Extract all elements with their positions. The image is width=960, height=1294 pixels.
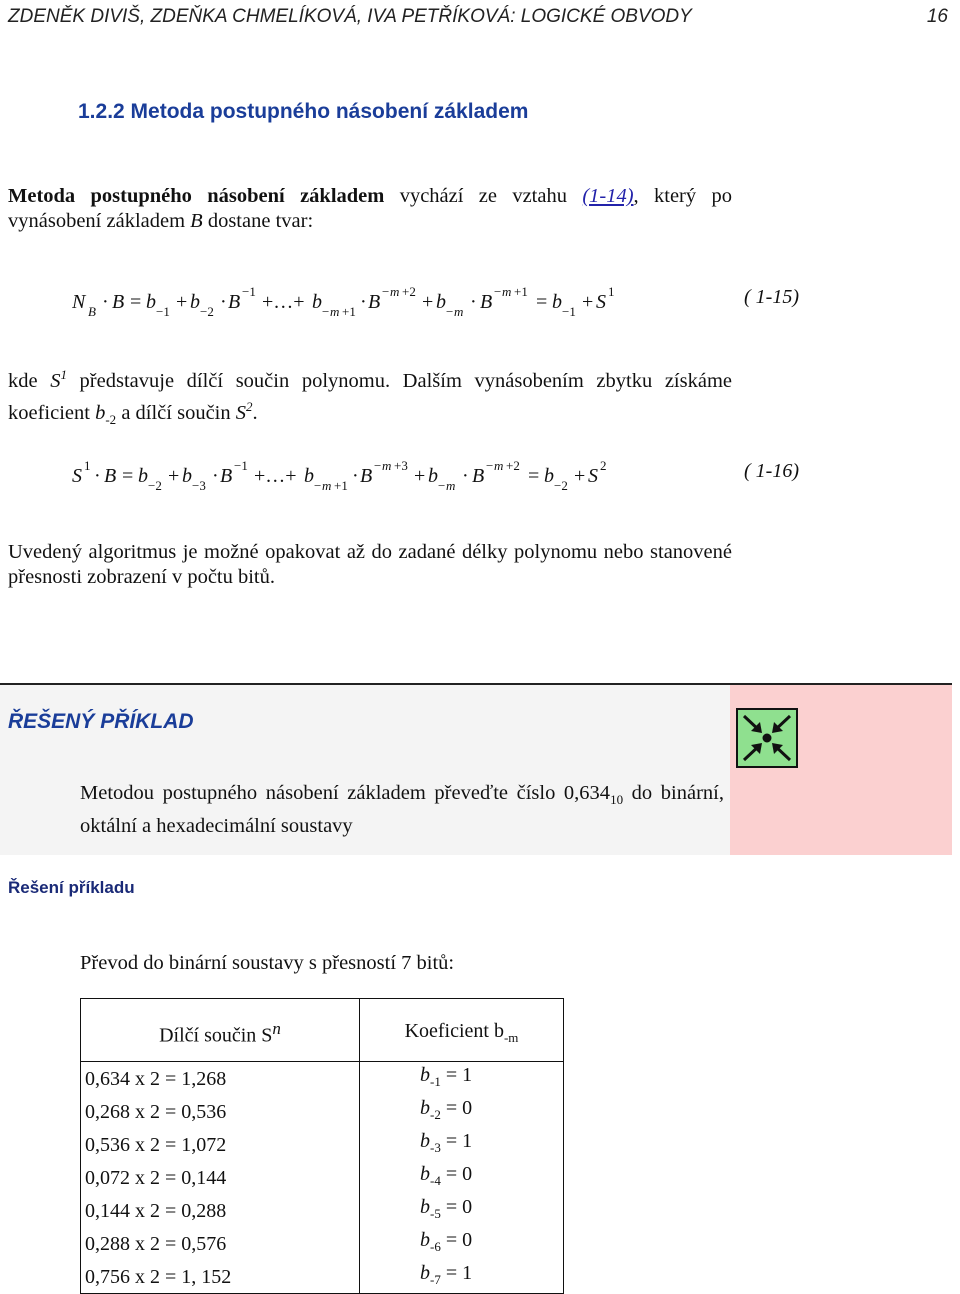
example-text-part: Metodou postupného násobení základem převeďte číslo 0,634 [80, 782, 611, 804]
svg-text:−: − [314, 478, 322, 493]
partial-product-cell [81, 1194, 360, 1227]
svg-text:2: 2 [600, 460, 607, 473]
mid-text: a dílčí součin [116, 401, 236, 424]
coef-value: = 0 [440, 1163, 473, 1185]
mid-text: . [252, 401, 258, 424]
table-header-coefficient [360, 999, 564, 1062]
svg-text:b: b [436, 291, 446, 313]
svg-text:m: m [454, 304, 464, 319]
equation-1-15-graphic [72, 286, 632, 326]
svg-text:+…+: +…+ [254, 465, 297, 487]
svg-text:m: m [446, 478, 456, 493]
coef-var: b [420, 1262, 430, 1284]
svg-text:b: b [138, 465, 148, 487]
svg-text:m: m [322, 478, 332, 493]
mid-text: kde [8, 369, 51, 392]
coef-var: b [420, 1097, 430, 1119]
svg-text:b: b [552, 291, 562, 313]
coefficient-cell [360, 1128, 564, 1161]
svg-text:−: − [382, 286, 390, 299]
table-row [81, 1227, 564, 1260]
coef-sub: -4 [430, 1173, 441, 1188]
intro-var: B [190, 210, 203, 232]
example-sub: 10 [610, 792, 624, 808]
intro-text: dostane tvar: [202, 210, 314, 232]
svg-text:+: + [168, 465, 180, 487]
example-text-part: do binární, oktální a hexadecimální soustavy [80, 782, 724, 838]
svg-text:·: · [102, 291, 109, 313]
partial-product-cell [81, 1161, 360, 1194]
svg-text:−: − [322, 304, 330, 319]
svg-text:B: B [88, 304, 96, 319]
table-row [81, 1194, 564, 1227]
svg-text:·: · [220, 291, 227, 313]
mid-text: představuje dílčí součin polynomu. Dalším vynásobením zbytku získáme koeficient [8, 369, 732, 424]
svg-text:b: b [544, 465, 554, 487]
table-row [81, 1260, 564, 1294]
partial-product-cell [81, 1260, 360, 1294]
svg-text:·: · [470, 291, 477, 313]
coefficient-cell [360, 1260, 564, 1294]
header-text: Dílčí součin S [159, 1024, 273, 1047]
svg-text:S: S [588, 465, 598, 487]
svg-text:m: m [390, 286, 400, 299]
svg-text:+: + [574, 465, 586, 487]
svg-text:B: B [112, 291, 125, 313]
svg-text:B: B [480, 291, 493, 313]
svg-text:b: b [428, 465, 438, 487]
coefficient-cell [360, 1095, 564, 1128]
svg-text:B: B [228, 291, 241, 313]
partial-product: 0,756 x 2 = 1, 152 [85, 1265, 232, 1288]
coefficient-cell [360, 1227, 564, 1260]
partial-product-cell [81, 1062, 360, 1096]
solution-intro: Převod do binární soustavy s přesností 7 bitů: [80, 952, 455, 974]
svg-text:+1: +1 [334, 478, 348, 493]
svg-text:+1: +1 [514, 286, 528, 299]
table-body [81, 1062, 564, 1294]
equation-1-16-graphic [72, 460, 632, 500]
table-row [81, 1128, 564, 1161]
arrows-converge-icon [738, 710, 796, 766]
coefficient-cell [360, 1161, 564, 1194]
table-row [81, 1062, 564, 1096]
arrows-converge-icon [736, 708, 798, 768]
svg-text:·: · [462, 465, 469, 487]
partial-product: 0,144 x 2 = 0,288 [85, 1199, 227, 1222]
mid-var: S [235, 401, 246, 424]
svg-text:S: S [72, 465, 82, 487]
svg-text:+3: +3 [394, 460, 408, 473]
coef-var: b [420, 1229, 430, 1251]
header-title: ZDENĚK DIVIŠ, ZDEŇKA CHMELÍKOVÁ, IVA PETŘÍKOVÁ: LOGICKÉ OBVODY [8, 6, 692, 27]
svg-text:−: − [494, 286, 502, 299]
equation-number: ( 1-16) [744, 460, 799, 482]
mid-sup: 2 [246, 398, 253, 414]
svg-text:B: B [220, 465, 233, 487]
conversion-table [80, 998, 564, 1294]
svg-text:·: · [352, 465, 359, 487]
section-title: 1.2.2 Metoda postupného násobení základem [78, 100, 529, 123]
svg-text:−2: −2 [148, 478, 162, 493]
table-row [81, 1161, 564, 1194]
svg-text:·: · [94, 465, 101, 487]
svg-text:−: − [486, 460, 494, 473]
partial-product: 0,072 x 2 = 0,144 [85, 1166, 227, 1189]
svg-text:B: B [104, 465, 117, 487]
partial-product: 0,536 x 2 = 1,072 [85, 1133, 227, 1156]
coef-var: b [420, 1163, 430, 1185]
intro-text: vychází ze vztahu [384, 185, 583, 207]
svg-text:B: B [472, 465, 485, 487]
svg-text:+: + [422, 291, 434, 313]
coef-value: = 0 [440, 1097, 473, 1119]
svg-text:1: 1 [608, 286, 615, 299]
svg-text:+: + [176, 291, 188, 313]
svg-text:+2: +2 [506, 460, 520, 473]
svg-text:N: N [72, 291, 86, 313]
mid-sub: -2 [105, 411, 117, 427]
equation-1-15 [72, 286, 632, 326]
svg-text:+2: +2 [402, 286, 416, 299]
svg-text:b: b [304, 465, 314, 487]
svg-text:m: m [382, 460, 392, 473]
equation-1-16 [72, 460, 632, 500]
svg-text:b: b [182, 465, 192, 487]
partial-product: 0,634 x 2 = 1,268 [85, 1067, 227, 1090]
svg-text:b: b [312, 291, 322, 313]
coefficient-cell [360, 1062, 564, 1096]
coef-sub: -2 [430, 1107, 441, 1122]
svg-text:=: = [122, 465, 134, 487]
partial-product-cell [81, 1227, 360, 1260]
svg-text:−2: −2 [200, 304, 214, 319]
mid-var: S [50, 369, 61, 392]
svg-text:·: · [360, 291, 367, 313]
coef-value: = 1 [440, 1130, 473, 1152]
svg-text:+: + [414, 465, 426, 487]
intro-paragraph [8, 184, 732, 234]
svg-text:−1: −1 [234, 460, 248, 473]
equation-number: ( 1-15) [744, 286, 799, 308]
coefficient-cell [360, 1194, 564, 1227]
partial-product-cell [81, 1095, 360, 1128]
coef-value: = 1 [440, 1064, 473, 1086]
partial-product-cell [81, 1128, 360, 1161]
example-title: ŘEŠENÝ PŘÍKLAD [8, 710, 194, 733]
conclusion-paragraph: Uvedený algoritmus je možné opakovat až do zadané délky polynomu nebo stanovené přesnosti zobrazení v počtu bitů. [8, 541, 732, 588]
header-text: Koeficient b [404, 1020, 504, 1042]
coef-var: b [420, 1130, 430, 1152]
coef-value: = 0 [440, 1196, 473, 1218]
svg-text:−1: −1 [242, 286, 256, 299]
partial-product: 0,288 x 2 = 0,576 [85, 1232, 227, 1255]
svg-text:B: B [360, 465, 373, 487]
solution-title: Řešení příkladu [8, 878, 135, 897]
intro-bold-lead: Metoda postupného násobení základem [8, 185, 385, 207]
coef-value: = 0 [440, 1229, 473, 1251]
coef-value: = 1 [440, 1262, 473, 1284]
svg-text:−1: −1 [156, 304, 170, 319]
intro-text: , který po vynásobení základem [8, 185, 732, 232]
svg-text:−2: −2 [554, 478, 568, 493]
coef-sub: -3 [430, 1140, 441, 1155]
svg-text:b: b [146, 291, 156, 313]
coef-var: b [420, 1196, 430, 1218]
middle-paragraph [8, 362, 732, 432]
svg-text:m: m [494, 460, 504, 473]
svg-text:+: + [582, 291, 594, 313]
svg-text:1: 1 [84, 460, 91, 473]
svg-text:+1: +1 [342, 304, 356, 319]
svg-text:−: − [374, 460, 382, 473]
svg-text:b: b [190, 291, 200, 313]
svg-text:m: m [330, 304, 340, 319]
running-header [8, 6, 952, 28]
coef-sub: -5 [430, 1206, 441, 1221]
svg-text:S: S [596, 291, 606, 313]
coef-sub: -1 [430, 1074, 441, 1089]
example-text [80, 780, 724, 839]
mid-var: b [95, 401, 106, 424]
page-number: 16 [926, 6, 948, 27]
table-row [81, 1095, 564, 1128]
svg-text:m: m [502, 286, 512, 299]
svg-text:−3: −3 [192, 478, 206, 493]
header-sup: n [272, 1018, 281, 1038]
partial-product: 0,268 x 2 = 0,536 [85, 1100, 227, 1123]
svg-text:=: = [536, 291, 548, 313]
svg-text:−: − [446, 304, 454, 319]
header-sub: -m [503, 1030, 519, 1045]
equation-reference-link[interactable]: (1-14) [582, 185, 634, 207]
mid-sup: 1 [60, 367, 67, 382]
svg-text:+…+: +…+ [262, 291, 305, 313]
coef-sub: -7 [430, 1272, 441, 1287]
svg-text:−1: −1 [562, 304, 576, 319]
svg-text:B: B [368, 291, 381, 313]
coef-sub: -6 [430, 1239, 441, 1254]
table-header-partial-product [81, 999, 360, 1062]
svg-text:−: − [438, 478, 446, 493]
svg-text:=: = [528, 465, 540, 487]
svg-text:=: = [130, 291, 142, 313]
svg-text:·: · [212, 465, 219, 487]
coef-var: b [420, 1064, 430, 1086]
